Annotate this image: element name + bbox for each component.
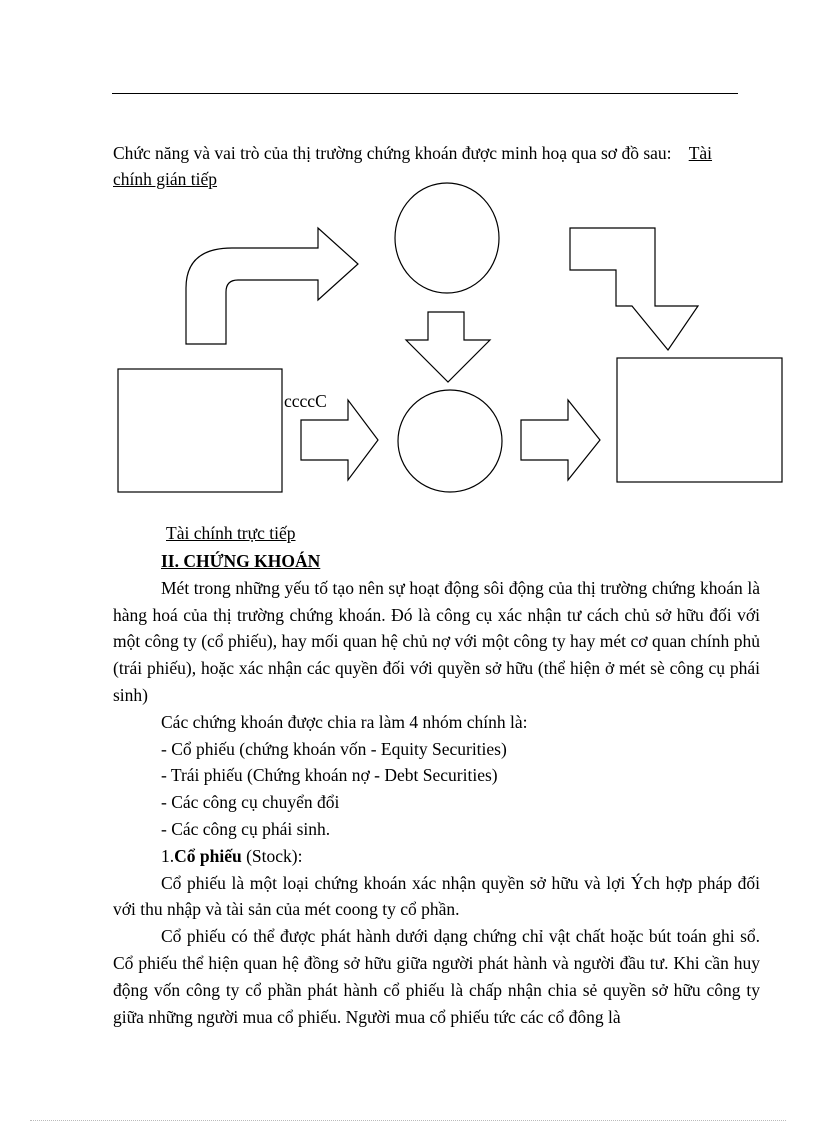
subheading-bold: Cổ phiếu bbox=[174, 845, 242, 866]
right-arrow-right bbox=[521, 400, 600, 480]
box-label: ccccC bbox=[284, 391, 327, 411]
document-body bbox=[113, 548, 760, 1030]
subheading-rest: (Stock): bbox=[241, 845, 303, 866]
indirect-finance-label-part1: Tài bbox=[688, 143, 713, 163]
list-item: - Các công cụ phái sinh. bbox=[161, 818, 331, 839]
curved-arrow-up-right bbox=[186, 228, 358, 344]
bottom-circle bbox=[398, 390, 502, 492]
list-item: - Các công cụ chuyển đổi bbox=[161, 792, 340, 813]
page-bottom-edge bbox=[30, 1120, 786, 1121]
list-item: - Trái phiếu (Chứng khoán nợ - Debt Securities) bbox=[161, 765, 498, 786]
bent-arrow-down bbox=[570, 228, 698, 350]
paragraph-2: Cổ phiếu là một loại chứng khoán xác nhận quyền sở hữu và lợi Ých hợp pháp đối với thu nhập và tài sản của mét coong ty cổ phần. bbox=[113, 872, 760, 920]
right-box bbox=[617, 358, 782, 482]
paragraph-1: Mét trong những yếu tố tạo nên sự hoạt động sôi động của thị trường chứng khoán là hàng hoá của thị trường chứng khoán. Đó là công cụ xác nhận tư cách chủ sở hữu đối với một công ty (cổ phiếu), hay mối quan hệ chủ nợ với một công ty hay mét cơ quan chính phủ (trái phiếu), hoặc xác nhận các quyền đối với quyền sở hữu (thể hiện ở mét sè công cụ phái sinh) bbox=[113, 577, 760, 705]
intro-text: Chức năng và vai trò của thị trường chứng khoán được minh hoạ qua sơ đồ sau: bbox=[113, 143, 672, 163]
list-intro: Các chứng khoán được chia ra làm 4 nhóm chính là: bbox=[161, 711, 528, 732]
financial-flow-diagram bbox=[0, 0, 816, 520]
top-circle bbox=[395, 183, 499, 293]
subheading-number: 1. bbox=[161, 845, 175, 866]
right-arrow-left bbox=[301, 400, 378, 480]
down-arrow-center bbox=[406, 312, 490, 382]
list-item: - Cổ phiếu (chứng khoán vốn - Equity Securities) bbox=[161, 738, 507, 759]
indirect-finance-label-part2: chính gián tiếp bbox=[113, 169, 218, 189]
paragraph-3: Cổ phiếu có thể được phát hành dưới dạng chứng chỉ vật chất hoặc bút toán ghi sổ. Cổ phiếu thể hiện quan hệ đồng sở hữu giữa người phát hành và người đầu tư. Khi cần huy động vốn công ty cổ phần phát hành cổ phiếu là chấp nhận chia sẻ quyền sở hữu công ty giữa những người mua cổ phiếu. Người mua cổ phiếu tức các cổ đông là bbox=[113, 926, 760, 1027]
section-heading: II. CHỨNG KHOÁN bbox=[161, 551, 321, 571]
left-box bbox=[118, 369, 282, 492]
subheading-stock bbox=[113, 843, 760, 870]
direct-finance-label: Tài chính trực tiếp bbox=[166, 523, 296, 543]
